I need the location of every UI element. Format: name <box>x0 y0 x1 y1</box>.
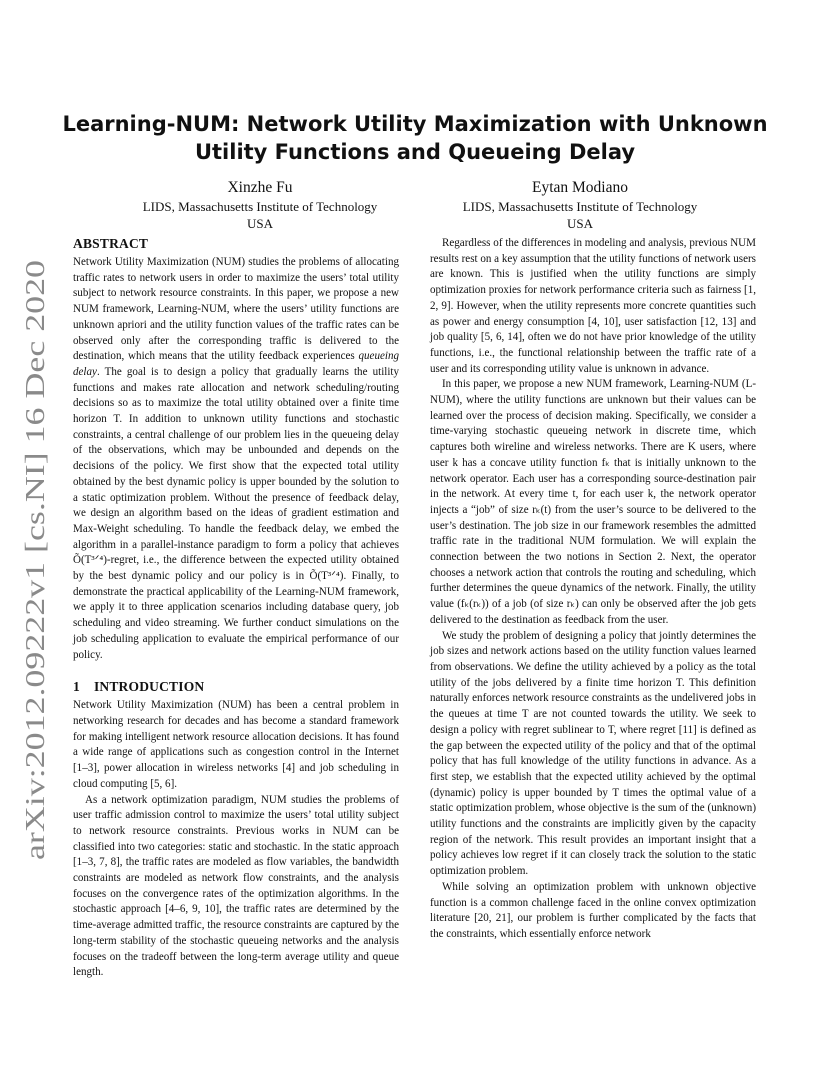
abstract-text-part-2: . The goal is to design a policy that gradually learns the utility functions and makes rate allocation and network scheduling/routing decisions so as to maximize the total utility obtained over a finite time horizon T. In addition to unknown utility functions and stochastic constraints, a central challenge of our problem lies in the queueing delay of the observations, which may be unbounded and depends on the decisions of the policy. We first show that the expected total utility obtained by the best dynamic policy is upper bounded by the solution to a static optimization problem. Without the presence of feedback delay, we design an algorithm based on the ideas of gradient estimation and Max-Weight scheduling. To handle the feedback delay, we embed the algorithm in a parallel-instance paradigm to form a policy that achieves Õ(T³ᐟ⁴)-regret, i.e., the difference between the expected utility obtained by the best dynamic policy and our policy is in Õ(T³ᐟ⁴). Finally, to demonstrate the practical applicability of the Learning-NUM framework, we apply it to three application scenarios including database query, job scheduling and video streaming. We further conduct simulations on the job scheduling application to evaluate the empirical performance of our policy. <box>73 365 399 661</box>
intro-paragraph-1: Network Utility Maximization (NUM) has been a central problem in networking research for decades and has become a standard framework for making intelligent network resource allocation decisions. It has found a wide range of applications such as congestion control in the Internet [1–3], power allocation in wireless networks [4] and job scheduling in cloud computing [5, 6]. <box>73 699 399 790</box>
paper-title-line-2: Utility Functions and Queueing Delay <box>194 140 636 164</box>
paper-title <box>60 110 770 166</box>
author-affiliation: LIDS, Massachusetts Institute of Technology <box>462 199 698 214</box>
abstract-emphasis: queueing delay <box>73 350 399 378</box>
body-paragraph-3: We study the problem of designing a policy that jointly determines the job sizes and network actions based on the utility function values learned from observations. We define the utility achieved by a policy as the total utility of the jobs delivered by a finite time horizon T. This definition naturally enforces network resource constraints as the undelivered jobs in the queues at time T are not counted towards the utility. We seek to design a policy with regret sublinear to T, where regret [11] is defined as the gap between the expected utility of the policy and that of the optimal policy that has full knowledge of the utility functions in advance. As a first step, we establish that the expected utility achieved by the optimal (dynamic) policy is upper bounded by T times the optimal value of a static optimization problem, whose objective is the sum of the (unknown) utility functions and the constraints are implicitly given by the capacity region of the network. This result provides an important insight that a policy achieves low regret if it can closely track the solution to the static optimization problem. <box>430 629 756 878</box>
arxiv-identifier <box>2 170 58 870</box>
author-block-1 <box>95 178 425 232</box>
section-number: 1 <box>73 679 80 695</box>
section-heading-introduction <box>73 679 399 695</box>
author-country: USA <box>566 216 593 231</box>
body-paragraph-1: Regardless of the differences in modeling and analysis, previous NUM results rest on a key assumption that the utility functions of network users are known. This is justified when the utility functions are simply optimization proxies for network performance criteria such as fairness [1, 2, 9]. However, when the utility represents more concrete quantities such as power and energy consumption [4, 10], user satisfaction [12, 13] and job quality [5, 6, 14], often we do not have prior knowledge of the utility functions, i.e., the functional relationship between the traffic rate of a user and its corresponding utility value is unknown in advance. <box>430 237 756 375</box>
left-column <box>73 236 399 981</box>
intro-paragraph-2: As a network optimization paradigm, NUM studies the problems of user traffic admission control to maximize the users’ total utility subject to network resource constraints. Previous works in NUM can be classified into two categories: static and stochastic. In the static approach [1–3, 7, 8], the traffic rates are modeled as flow variables, the bandwidth constraints are modeled as network flow constraints, and the analysis focuses on the convergence rates of the optimization algorithms. In the stochastic approach [4–6, 9, 10], the traffic rates are determined by the time-average admitted traffic, the resource constraints are captured by the long-term stability of the stochastic queueing networks and the analysis focuses on the tradeoff between the long-term average utility and queue length. <box>73 793 399 979</box>
abstract-text <box>73 255 399 663</box>
body-paragraph-4: While solving an optimization problem with unknown objective function is a common challenge faced in the online convex optimization literature [20, 21], our problem is further complicated by the facts that the constraints, which essentially enforce network <box>430 880 756 940</box>
body-paragraph-2: In this paper, we propose a new NUM framework, Learning-NUM (L-NUM), where the utility functions are unknown but their values can be learned over the process of decision making. Specifically, we consider a time-varying stochastic queueing network in discrete time, which captures both wireline and wireless networks. There are K users, where user k has a concave utility function fₖ that is initially unknown to the network operator. Each user has a corresponding source-destination pair in the network. At every time t, for each user k, the network operator injects a “job” of size rₖ(t) from the user’s source to be delivered to the user’s destination. The job size in our framework resembles the admitted traffic rate in the traditional NUM formulation. We will explain the connection between the two notions in Section 2. Next, the operator chooses a network action that controls the routing and scheduling, which further determines the queue dynamics of the network. Finally, the utility value (fₖ(rₖ)) of a job (of size rₖ) can only be observed after the job gets delivered to the destination as feedback from the user. <box>430 378 756 626</box>
author-block-2 <box>415 178 745 232</box>
right-column <box>430 236 756 943</box>
author-affiliation: LIDS, Massachusetts Institute of Technology <box>142 199 378 214</box>
abstract-heading: ABSTRACT <box>73 236 149 251</box>
arxiv-identifier-graphic <box>2 170 58 870</box>
abstract-text-part-1: Network Utility Maximization (NUM) studies the problems of allocating traffic rates to network users in order to maximize the users’ total utility subject to network resource constraints. In this paper, we propose a new NUM framework, Learning-NUM, where the users’ utility functions are unknown apriori and the utility function values of the traffic rates can be observed only after the corresponding traffic is delivered to the destination, which means that the utility feedback experiences <box>73 256 399 363</box>
paper-title-line-1: Learning-NUM: Network Utility Maximization with Unknown <box>62 112 768 136</box>
author-name: Eytan Modiano <box>532 179 628 196</box>
section-title: INTRODUCTION <box>93 679 205 695</box>
author-country: USA <box>246 216 273 231</box>
arxiv-identifier-text: arXiv:2012.09222v1 [cs.NI] 16 Dec 2020 <box>20 408 50 860</box>
author-name: Xinzhe Fu <box>227 179 293 196</box>
